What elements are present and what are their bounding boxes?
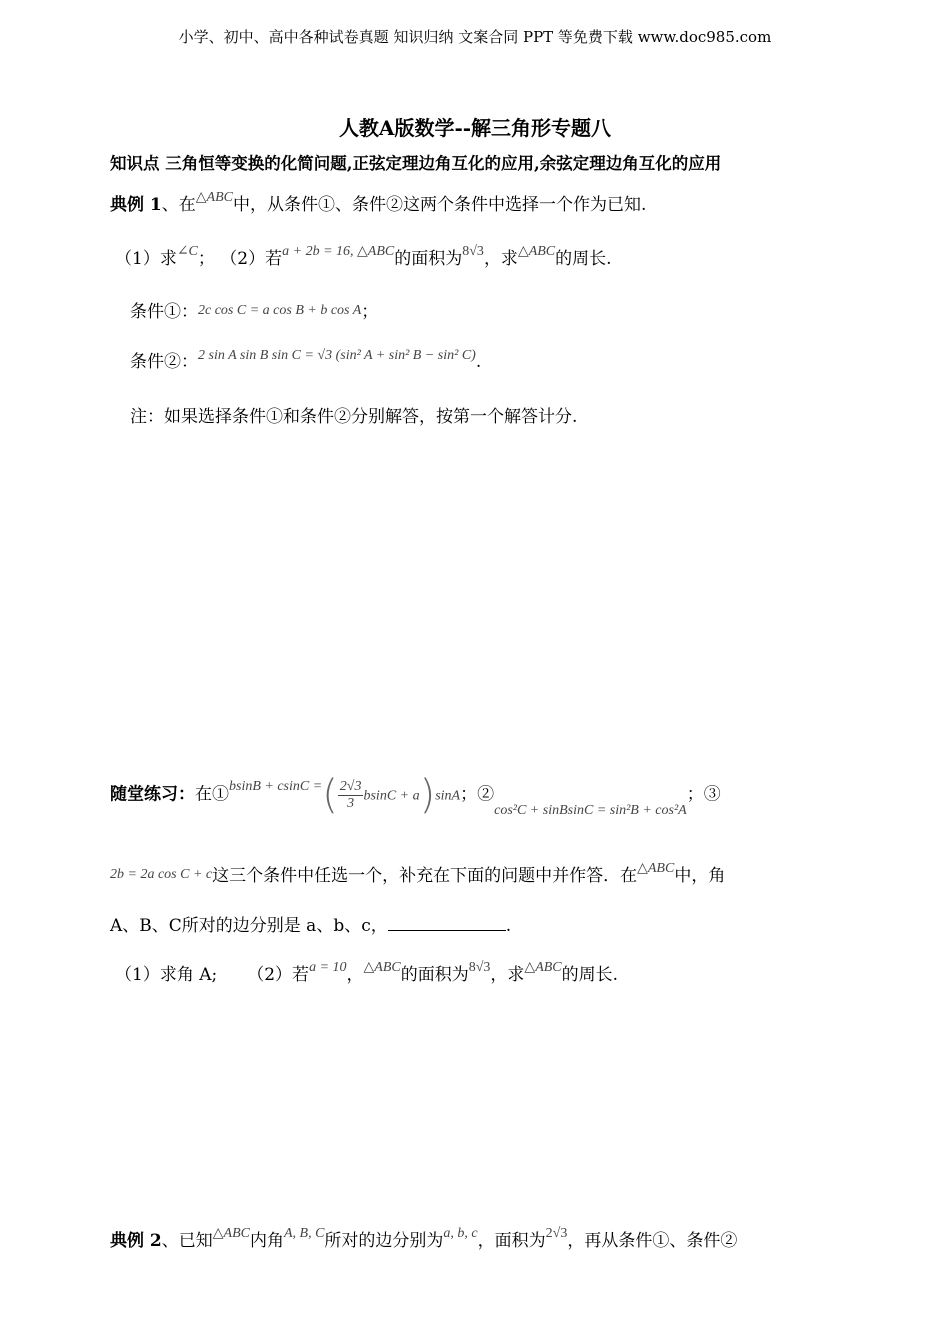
condition-1-formula: 2c cos C = a cos B + b cos A xyxy=(198,303,362,318)
sides-abc: a, b, c xyxy=(443,1226,478,1241)
practice-formula-3: 2b = 2a cos C + c xyxy=(110,867,213,882)
practice-line2: 2b = 2a cos C + c这三个条件中任选一个，补充在下面的问题中并作答．在$^{\triangle ABC}$中，角 xyxy=(110,861,726,886)
condition-a: a = 10 xyxy=(309,960,347,975)
practice-formula-1-left: bsinB + csinC = xyxy=(229,778,323,794)
angle-c: ∠C xyxy=(176,244,198,259)
example1-intro: 典例 1、在$^{\triangle ABC}$中，从条件①、条件②这两个条件中选择一个作为已知. xyxy=(110,190,647,215)
practice-line1: 随堂练习：在①$^{bsinB + csinC =}$( $\frac{2√3}{3}$ bsinC + a)sinA；$②_{cos^2C + sinBsinC = sin^2B + cos^2A}$；③ xyxy=(110,772,721,818)
example1-label: 典例 1 xyxy=(110,195,162,215)
practice-fraction: $\frac{2√3}{3}$ xyxy=(339,778,362,811)
condition-2-formula: 2 sin A sin B sin C = √3 (sin² A + sin² B − sin² C) xyxy=(198,348,476,363)
example2-label: 典例 2 xyxy=(110,1231,162,1251)
practice-line3: A、B、C所对的边分别是 a、b、c， . xyxy=(110,916,512,936)
condition-2: 条件②：$^{2 sin A sin B sin C = √3 (sin^2 A + sin^2 B - sin^2 C)}$. xyxy=(130,348,482,372)
condition-1: 条件①：2c cos C = a cos B + b cos A； xyxy=(130,302,379,322)
page-title: 人教A版数学--解三角形专题八 xyxy=(338,116,612,140)
area-value: 8√3 xyxy=(462,244,484,259)
practice-label: 随堂练习： xyxy=(110,784,195,805)
practice-formula-1-mid: bsinC + a xyxy=(363,788,420,804)
triangle-abc: △ABC xyxy=(195,190,233,205)
example1-note: 注：如果选择条件①和条件②分别解答，按第一个解答计分. xyxy=(130,407,578,427)
practice-formula-1-right: sinA xyxy=(435,788,461,804)
example2-intro: 典例 2、已知$^{\triangle ABC}$内角$^{A, B, C}$所对的边分别为$^{a, b, c}$，面积为$^{2√3}$，再从条件①、条件② xyxy=(110,1226,738,1251)
answer-blank[interactable] xyxy=(388,916,506,931)
condition-ab: a + 2b = 16, △ABC xyxy=(282,244,395,259)
angles-abc: A, B, C xyxy=(283,1226,325,1241)
practice-questions: （1）求角 A; （2）若$^{a = 10}$，$^{\triangle ABC}$的面积为$^{8√3}$，求$^{\triangle ABC}$的周长. xyxy=(115,960,619,985)
page-header: 小学、初中、高中各种试卷真题 知识归纳 文案合同 PPT 等免费下载 www.doc985.com xyxy=(178,28,772,46)
example1-questions: （1）求$^{\angle C}$； （2）若$^{a + 2b = 16, \triangle ABC}$的面积为$^{8√3}$，求$^{\triangle ABC}$的周长. xyxy=(115,244,612,269)
practice-formula-2: cos²C + sinBsinC = sin²B + cos²A xyxy=(494,802,687,818)
knowledge-point: 知识点 三角恒等变换的化简问题,正弦定理边角互化的应用,余弦定理边角互化的应用 xyxy=(110,154,722,173)
area-value-2: 2√3 xyxy=(545,1226,568,1241)
